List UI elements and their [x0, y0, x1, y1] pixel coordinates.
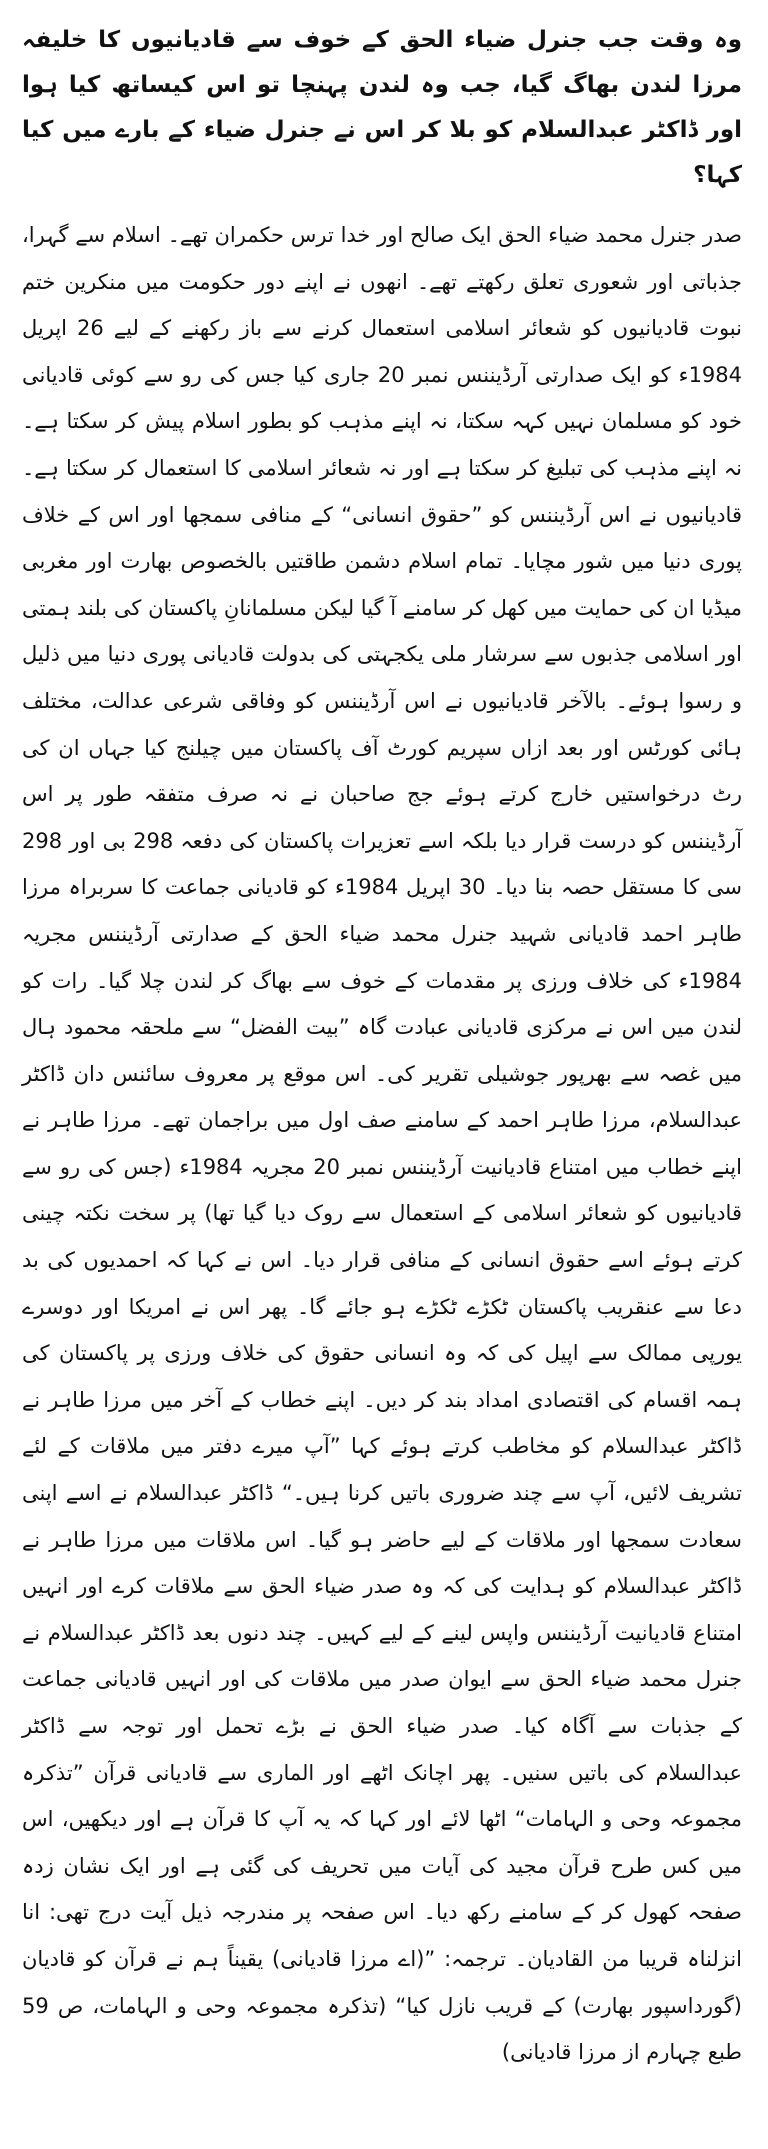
answer-body: صدر جنرل محمد ضیاء الحق ایک صالح اور خدا ترس حکمران تھے۔ اسلام سے گہرا، جذباتی اور شعوری تعلق رکھتے تھے۔ انھوں نے اپنے دور حکومت میں منکرین ختم نبوت قادیانیوں کو شعائر اسلامی استعمال کرنے سے باز رکھنے کے لیے 26 اپریل 1984ء کو ایک صدارتی آرڈیننس نمبر 20 جاری کیا جس کی رو سے کوئی قادیانی خود کو مسلمان نہیں کہہ سکتا، نہ اپنے مذہب کو بطور اسلام پیش کر سکتا ہے۔ نہ اپنے مذہب کی تبلیغ کر سکتا ہے اور نہ شعائر اسلامی کا استعمال کر سکتا ہے۔ قادیانیوں نے اس آرڈیننس کو ”حقوق انسانی“ کے منافی سمجھا اور اس کے خلاف پوری دنیا میں شور مچایا۔ تمام اسلام دشمن طاقتیں بالخصوص بھارت اور مغربی میڈیا ان کی حمایت میں کھل کر سامنے آ گیا لیکن مسلمانانِ پاکستان کی بلند ہمتی اور اسلامی جذبوں سے سرشار ملی یکجہتی کی بدولت قادیانی پوری دنیا میں ذلیل و رسوا ہوئے۔ بالآخر قادیانیوں نے اس آرڈیننس کو وفاقی شرعی عدالت، مختلف ہائی کورٹس اور بعد ازاں سپریم کورٹ آف پاکستان میں چیلنج کیا جہاں ان کی رٹ درخواستیں خارج کرتے ہوئے جج صاحبان نے نہ صرف متفقہ طور پر اس آرڈیننس کو درست قرار دیا بلکہ اسے تعزیرات پاکستان کی دفعہ 298 بی اور 298 سی کا مستقل حصہ بنا دیا۔ 30 اپریل 1984ء کو قادیانی جماعت کا سربراہ مرزا طاہر احمد قادیانی شہید جنرل محمد ضیاء الحق کے صدارتی آرڈیننس مجریہ 1984ء کی خلاف ورزی پر مقدمات کے خوف سے بھاگ کر لندن چلا گیا۔ رات کو لندن میں اس نے مرکزی قادیانی عبادت گاہ ”بیت الفضل“ سے ملحقہ محمود ہال میں غصہ سے بھرپور جوشیلی تقریر کی۔ اس موقع پر معروف سائنس دان ڈاکٹر عبدالسلام، مرزا طاہر احمد کے سامنے صف اول میں براجمان تھے۔ مرزا طاہر نے اپنے خطاب میں امتناع قادیانیت آرڈیننس نمبر 20 مجریہ 1984ء (جس کی رو سے قادیانیوں کو شعائر اسلامی کے استعمال سے روک دیا گیا تھا) پر سخت نکتہ چینی کرتے ہوئے اسے حقوق انسانی کے منافی قرار دیا۔ اس نے کہا کہ احمدیوں کی بد دعا سے عنقریب پاکستان ٹکڑے ٹکڑے ہو جائے گا۔ پھر اس نے امریکا اور دوسرے یورپی ممالک سے اپیل کی کہ وہ انسانی حقوق کی خلاف ورزی پر پاکستان کی ہمہ اقسام کی اقتصادی امداد بند کر دیں۔ اپنے خطاب کے آخر میں مرزا طاہر نے ڈاکٹر عبدالسلام کو مخاطب کرتے ہوئے کہا ”آپ میرے دفتر میں ملاقات کے لئے تشریف لائیں، آپ سے چند ضروری باتیں کرنا ہیں۔“ ڈاکٹر عبدالسلام نے اسے اپنی سعادت سمجھا اور ملاقات کے لیے حاضر ہو گیا۔ اس ملاقات میں مرزا طاہر نے ڈاکٹر عبدالسلام کو ہدایت کی کہ وہ صدر ضیاء الحق سے ملاقات کرے اور انہیں امتناع قادیانیت آرڈیننس واپس لینے کے لیے کہیں۔ چند دنوں بعد ڈاکٹر عبدالسلام نے جنرل محمد ضیاء الحق سے ایوان صدر میں ملاقات کی اور انہیں قادیانی جماعت کے جذبات سے آگاہ کیا۔ صدر ضیاء الحق نے بڑے تحمل اور توجہ سے ڈاکٹر عبدالسلام کی باتیں سنیں۔ پھر اچانک اٹھے اور الماری سے قادیانی قرآن ”تذکرہ مجموعہ وحی و الہامات“ اٹھا لائے اور کہا کہ یہ آپ کا قرآن ہے اور دیکھیں، اس میں کس طرح قرآن مجید کی آیات میں تحریف کی گئی ہے اور ایک نشان زدہ صفحہ کھول کر کے سامنے رکھ دیا۔ اس صفحہ پر مندرجہ ذیل آیت درج تھی: انا انزلناہ قریبا من القادیان۔ ترجمہ: ”(اے مرزا قادیانی) یقیناً ہم نے قرآن کو قادیان (گورداسپور بھارت) کے قریب نازل کیا“ (تذکرہ مجموعہ وحی و الہامات، ص 59 طبع چہارم از مرزا قادیانی)	[22, 223, 743, 2065]
question-heading: وہ وقت جب جنرل ضیاء الحق کے خوف سے قادیانیوں کا خلیفہ مرزا لندن بھاگ گیا، جب وہ لندن پہنچا تو اس کیساتھ کیا ہوا اور ڈاکٹر عبدالسلام کو بلا کر اس نے جنرل ضیاء کے بارے میں کیا کہا؟	[22, 27, 742, 188]
